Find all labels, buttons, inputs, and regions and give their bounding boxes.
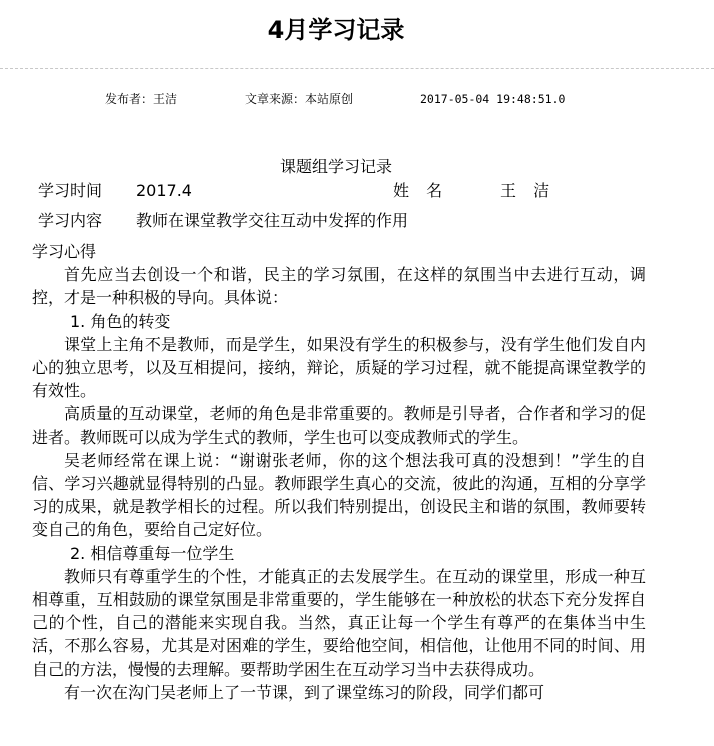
point1-paragraph-3: 吴老师经常在课上说：“谢谢张老师，你的这个想法我可真的没想到！”学生的自信、学习兴趣就显得特别的凸显。教师跟学生真心的交流，彼此的沟通，互相的分享学习的成果，就是教学相长的过程。所以我们特别提出，创设民主和谐的氛围，教师要转变自己的角色，要给自己定好位。: [32, 450, 646, 540]
study-content-label: 学习内容: [38, 211, 103, 230]
study-time-value: 2017.4: [136, 181, 192, 200]
meta-date: 2017-05-04 19:48:51.0: [420, 92, 566, 106]
page-title: 4月学习记录: [267, 16, 405, 44]
point1-title: 1. 角色的转变: [70, 311, 171, 331]
intro-paragraph: 首先应当去创设一个和谐，民主的学习氛围，在这样的氛围当中去进行互动，调控，才是一种积极的导向。具体说：: [32, 265, 646, 308]
study-time-label: 学习时间: [38, 181, 103, 200]
name-value: 王 洁: [500, 181, 556, 200]
meta-author: 发布者：王洁: [105, 92, 178, 106]
point1-paragraph-2: 高质量的互动课堂，老师的角色是非常重要的。教师是引导者，合作者和学习的促进者。教师既可以成为学生式的教师，学生也可以变成教师式的学生。: [32, 404, 646, 447]
section-label: 学习心得: [32, 242, 97, 261]
point2-paragraph-2: 有一次在沟门吴老师上了一节课，到了课堂练习的阶段，同学们都可: [64, 682, 545, 702]
point2-paragraph-1: 教师只有尊重学生的个性，才能真正的去发展学生。在互动的课堂里，形成一种互相尊重，互相鼓励的课堂氛围是非常重要的，学生能够在一种放松的状态下充分发挥自己的个性，自己的潜能来实现自我。当然，真正让每一个学生有尊严的在集体当中生活，不那么容易，尤其是对困难的学生，要给他空间，相信他，让他用不同的时间、用自己的方法，慢慢的去理解。要帮助学困生在互动学习当中去获得成功。: [32, 566, 646, 679]
article-body: [32, 240, 646, 704]
record-heading: 课题组学习记录: [279, 157, 392, 176]
point1-paragraph-1: 课堂上主角不是教师，而是学生，如果没有学生的积极参与，没有学生他们发自内心的独立思考，以及互相提问，接纳，辩论，质疑的学习过程，就不能提高课堂教学的有效性。: [32, 334, 646, 401]
point2-title: 2. 相信尊重每一位学生: [70, 543, 235, 563]
meta-source: 文章来源：本站原创: [245, 92, 354, 106]
name-label: 姓 名: [393, 181, 449, 200]
article-meta: [0, 90, 714, 108]
study-content-value: 教师在课堂教学交往互动中发挥的作用: [136, 211, 409, 230]
title-divider: [0, 68, 714, 69]
